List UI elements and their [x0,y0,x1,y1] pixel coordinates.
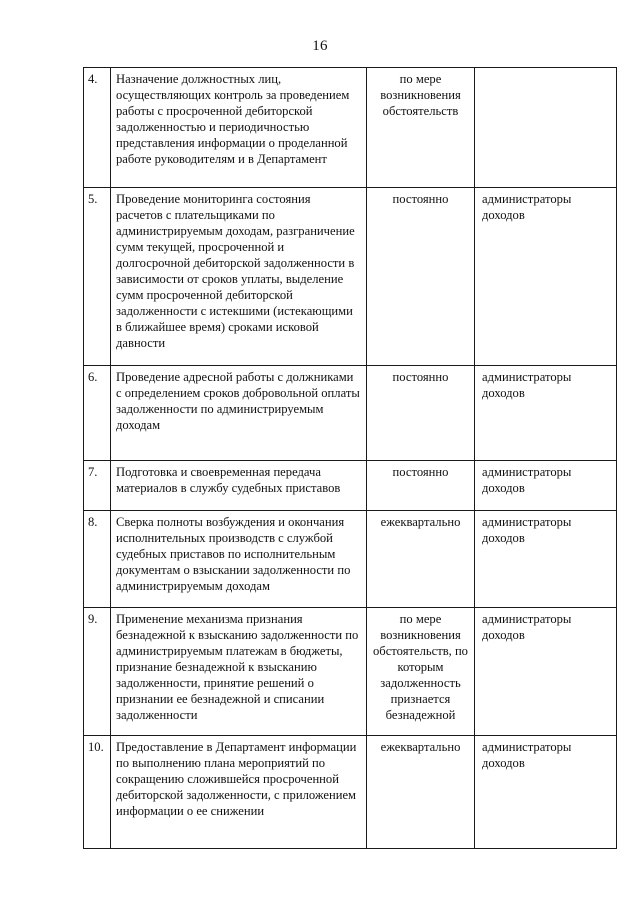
measure-description: Проведение адресной работы с должниками с определением сроков добровольной оплаты задолженности по администрируемым доходам [111,366,367,461]
responsible-party: администраторы доходов [475,366,617,461]
table-row [84,511,617,608]
table-row [84,608,617,736]
execution-term: постоянно [367,366,475,461]
table-row [84,461,617,511]
responsible-party [475,68,617,188]
table-row [84,366,617,461]
measure-description: Назначение должностных лиц, осуществляющих контроль за проведением работы с просроченной дебиторской задолженностью и периодичностью представления информации о проделанной работе руководителям и в Департамент [111,68,367,188]
responsible-party: администраторы доходов [475,188,617,366]
execution-term: по мере возникновения обстоятельств, по которым задолженность признается безнадежной [367,608,475,736]
execution-term: постоянно [367,188,475,366]
table-row [84,188,617,366]
measure-description: Проведение мониторинга состояния расчетов с плательщиками по администрируемым доходам, разграничение сумм текущей, просроченной и долгосрочной дебиторской задолженности в зависимости от сроков уплаты, выделение сумм просроченной дебиторской задолженности с истекшими (истекающими в ближайшее время) сроками исковой давности [111,188,367,366]
row-number: 5. [84,188,111,366]
execution-term: ежеквартально [367,511,475,608]
row-number: 4. [84,68,111,188]
execution-term: ежеквартально [367,736,475,849]
responsible-party: администраторы доходов [475,736,617,849]
table-row [84,736,617,849]
responsible-party: администраторы доходов [475,608,617,736]
responsible-party: администраторы доходов [475,511,617,608]
responsible-party: администраторы доходов [475,461,617,511]
action-plan-table [83,67,617,849]
page-number: 16 [312,38,328,54]
table-row [84,68,617,188]
execution-term: по мере возникновения обстоятельств [367,68,475,188]
row-number: 6. [84,366,111,461]
row-number: 8. [84,511,111,608]
row-number: 10. [84,736,111,849]
measure-description: Сверка полноты возбуждения и окончания исполнительных производств с службой судебных приставов по исполнительным документам о взыскании задолженности по администрируемым доходам [111,511,367,608]
measure-description: Подготовка и своевременная передача материалов в службу судебных приставов [111,461,367,511]
measure-description: Предоставление в Департамент информации по выполнению плана мероприятий по сокращению сложившейся просроченной дебиторской задолженности, с приложением информации о ее снижении [111,736,367,849]
execution-term: постоянно [367,461,475,511]
measure-description: Применение механизма признания безнадежной к взысканию задолженности по администрируемым платежам в бюджеты, признание безнадежной к взысканию задолженности, принятие решений о признании ее безнадежной и списании задолженности [111,608,367,736]
row-number: 9. [84,608,111,736]
row-number: 7. [84,461,111,511]
